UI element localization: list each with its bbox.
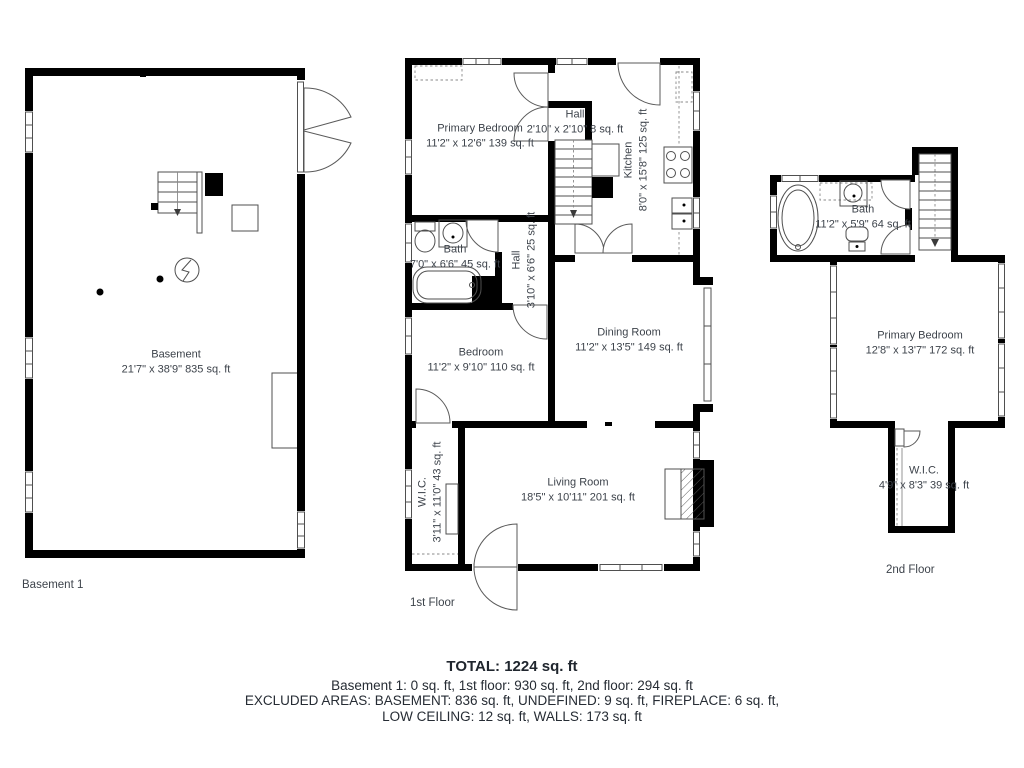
closet-icon <box>415 66 462 80</box>
door-arc-icon <box>616 57 660 105</box>
room-label-kitchen <box>621 109 650 212</box>
room-name: Bedroom <box>458 346 504 359</box>
room-name: Bath <box>851 203 875 216</box>
crawlspace-icon <box>272 373 297 448</box>
basement-plan <box>23 68 351 558</box>
stove-icon <box>664 147 692 183</box>
room-dims: 11'2" x 5'9" 64 sq. ft <box>815 218 911 230</box>
room-label-bath-1f <box>410 242 500 271</box>
room-label-bedroom <box>427 345 534 374</box>
room-label-primary-bedroom-2f <box>866 328 975 357</box>
room-label-dining-room <box>575 325 683 354</box>
summary-excluded-line1: EXCLUDED AREAS: BASEMENT: 836 sq. ft, UNDEFINED: 9 sq. ft, FIREPLACE: 6 sq. ft, <box>244 693 780 708</box>
chimney-icon <box>205 173 223 196</box>
electrical-panel-icon <box>175 258 199 282</box>
room-dims: 3'11" x 11'0" 43 sq. ft <box>431 441 443 543</box>
area-summary <box>0 659 1024 724</box>
room-name: Primary Bedroom <box>877 329 963 342</box>
room-label-primary-bedroom-1f <box>426 121 534 150</box>
room-name: Primary Bedroom <box>437 122 523 135</box>
room-label-hall-1f <box>509 212 538 308</box>
floor-label-first: 1st Floor <box>410 597 455 609</box>
room-name: Hall <box>565 108 585 121</box>
room-dims: 21'7" x 38'9" 835 sq. ft <box>121 363 231 375</box>
room-name: Bath <box>443 243 467 256</box>
room-label-bath-2f <box>815 202 911 231</box>
summary-total: TOTAL: 1224 sq. ft <box>446 658 578 675</box>
room-dims: 11'2" x 12'6" 139 sq. ft <box>426 137 534 149</box>
room-label-wic-2f <box>879 463 969 492</box>
floor-label-second: 2nd Floor <box>886 564 935 576</box>
bathtub-icon <box>778 185 818 251</box>
kitchen-sink-icon <box>672 198 692 229</box>
bay-window-icon <box>693 277 713 412</box>
fireplace-icon <box>665 460 714 527</box>
room-name: Dining Room <box>597 326 661 339</box>
summary-excluded-line2: LOW CEILING: 12 sq. ft, WALLS: 173 sq. ft <box>382 708 642 724</box>
room-dims: 3'10" x 6'6" 25 sq. ft <box>525 211 537 309</box>
room-dims: 2'10" x 2'10" 8 sq. ft <box>526 123 624 135</box>
door-arc-icon <box>895 429 920 447</box>
room-dims: 4'9" x 8'3" 39 sq. ft <box>878 479 970 491</box>
support-post-icon <box>157 276 164 283</box>
room-name: Kitchen <box>622 141 635 179</box>
door-arc-icon <box>513 305 547 339</box>
room-label-wic-1f <box>415 442 444 543</box>
room-dims: 12'8" x 13'7" 172 sq. ft <box>865 344 975 356</box>
stairs-icon <box>919 154 951 250</box>
room-dims: 7'0" x 6'6" 45 sq. ft <box>409 258 501 270</box>
floor-label-basement: Basement 1 <box>22 579 84 591</box>
room-label-hall-top <box>527 107 623 136</box>
door-arc-icon <box>416 389 450 423</box>
room-name: Basement <box>151 348 201 361</box>
double-door-icon <box>295 80 351 174</box>
room-dims: 8'0" x 15'8" 125 sq. ft <box>637 108 649 212</box>
stairs-icon <box>555 140 619 224</box>
room-dims: 18'5" x 10'11" 201 sq. ft <box>521 491 635 503</box>
room-dims: 11'2" x 9'10" 110 sq. ft <box>427 361 535 373</box>
room-name: Living Room <box>547 476 609 489</box>
support-post-icon <box>97 289 104 296</box>
utility-box-icon <box>232 205 258 231</box>
room-name: W.I.C. <box>909 464 939 477</box>
summary-floors: Basement 1: 0 sq. ft, 1st floor: 930 sq. ft, 2nd floor: 294 sq. ft <box>331 677 693 693</box>
room-label-basement <box>122 347 231 376</box>
bathtub-icon <box>413 267 481 303</box>
room-name: Hall <box>510 250 523 270</box>
door-arc-icon <box>575 224 632 253</box>
window-icon <box>598 563 664 572</box>
entry-door-icon <box>472 524 518 610</box>
stairs-icon <box>151 172 202 233</box>
room-label-living-room <box>521 475 635 504</box>
room-name: W.I.C. <box>416 477 429 507</box>
room-dims: 11'2" x 13'5" 149 sq. ft <box>575 341 683 353</box>
